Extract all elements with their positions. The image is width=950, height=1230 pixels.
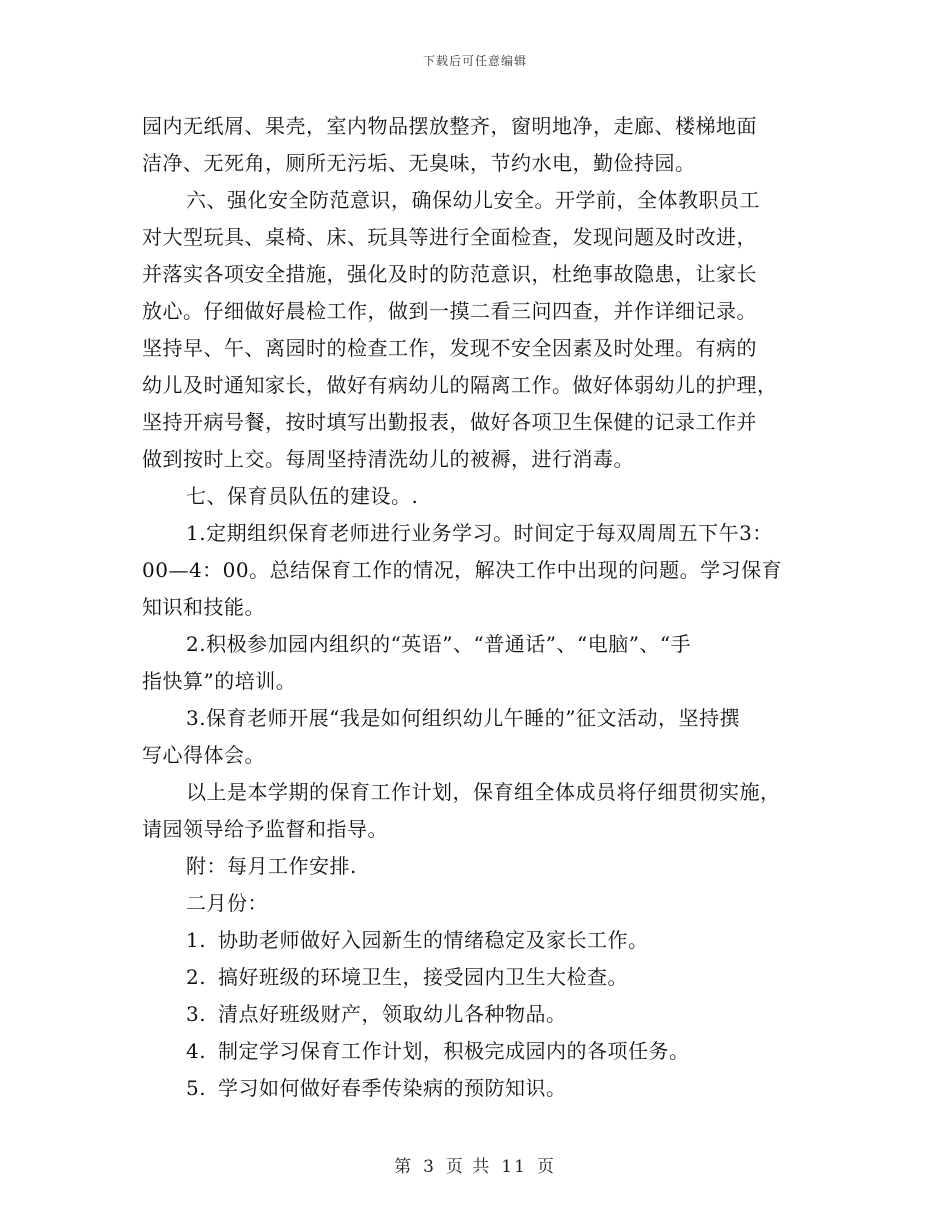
list-number: 2. — [186, 965, 207, 989]
list-text: 搞好班级的环境卫生，接受园内卫生大检查。 — [218, 965, 628, 989]
paragraph-line: 请园领导给予监督和指导。 — [142, 817, 388, 841]
paragraph-line: 幼儿及时通知家长，做好有病幼儿的隔离工作。做好体弱幼儿的护理， — [142, 373, 778, 397]
list-item — [142, 996, 822, 1033]
list-number: 5. — [186, 1076, 207, 1100]
list-item — [142, 959, 822, 996]
paragraph-line: 写心得体会。 — [142, 743, 265, 767]
paragraph-line: 以上是本学期的保育工作计划，保育组全体成员将仔细贯彻实施， — [186, 780, 781, 804]
list-number: 4. — [186, 1039, 207, 1063]
footer-middle: 页 共 — [445, 1157, 492, 1177]
paragraph-line: 00—4：00。总结保育工作的情况，解决工作中出现的问题。学习保育 — [142, 558, 783, 582]
paragraph-line: 对大型玩具、桌椅、床、玩具等进行全面检查，发现问题及时改进， — [142, 225, 757, 249]
paragraph-line: 坚持开病号餐，按时填写出勤报表，做好各项卫生保健的记录工作并 — [142, 410, 757, 434]
list-text: 清点好班级财产，领取幼儿各种物品。 — [218, 1002, 567, 1026]
appendix-heading: 附：每月工作安排. — [186, 854, 357, 878]
paragraph-line: 六、强化安全防范意识，确保幼儿安全。开学前，全体教职员工 — [186, 188, 760, 212]
paragraph-line: 1.定期组织保育老师进行业务学习。时间定于每双周周五下午3： — [186, 521, 773, 545]
current-page-number: 3 — [423, 1157, 436, 1177]
document-body — [142, 108, 822, 1107]
month-heading: 二月份： — [186, 891, 268, 915]
paragraph-line: 知识和技能。 — [142, 595, 265, 619]
section-heading: 七、保育员队伍的建设。. — [186, 484, 419, 508]
list-text: 学习如何做好春季传染病的预防知识。 — [218, 1076, 567, 1100]
list-text: 制定学习保育工作计划，积极完成园内的各项任务。 — [218, 1039, 690, 1063]
footer-prefix: 第 — [394, 1157, 414, 1177]
page-header: 下载后可任意编辑 — [422, 54, 527, 68]
list-number: 1. — [186, 928, 207, 952]
page-footer — [0, 1152, 950, 1177]
paragraph-line: 放心。仔细做好晨检工作，做到一摸二看三问四查，并作详细记录。 — [142, 299, 757, 323]
paragraph-line: 坚持早、午、离园时的检查工作，发现不安全因素及时处理。有病的 — [142, 336, 757, 360]
list-item — [142, 1070, 822, 1107]
paragraph-line: 2.积极参加园内组织的“英语”、“普通话”、“电脑”、“手 — [186, 632, 692, 656]
paragraph-line: 指快算”的培训。 — [142, 669, 297, 693]
list-text: 协助老师做好入园新生的情绪稳定及家长工作。 — [218, 928, 649, 952]
paragraph-line: 做到按时上交。每周坚持清洗幼儿的被褥，进行消毒。 — [142, 447, 634, 471]
total-page-count: 11 — [501, 1157, 527, 1177]
footer-suffix: 页 — [536, 1157, 556, 1177]
list-item — [142, 1033, 822, 1070]
list-item — [142, 922, 822, 959]
paragraph-line: 园内无纸屑、果壳，室内物品摆放整齐，窗明地净，走廊、楼梯地面 — [142, 114, 757, 138]
paragraph-line: 并落实各项安全措施，强化及时的防范意识，杜绝事故隐患，让家长 — [142, 262, 757, 286]
paragraph-line: 3.保育老师开展“我是如何组织幼儿午睡的”征文活动，坚持撰 — [186, 706, 741, 730]
paragraph-line: 洁净、无死角，厕所无污垢、无臭味，节约水电，勤俭持园。 — [142, 151, 696, 175]
list-number: 3. — [186, 1002, 207, 1026]
